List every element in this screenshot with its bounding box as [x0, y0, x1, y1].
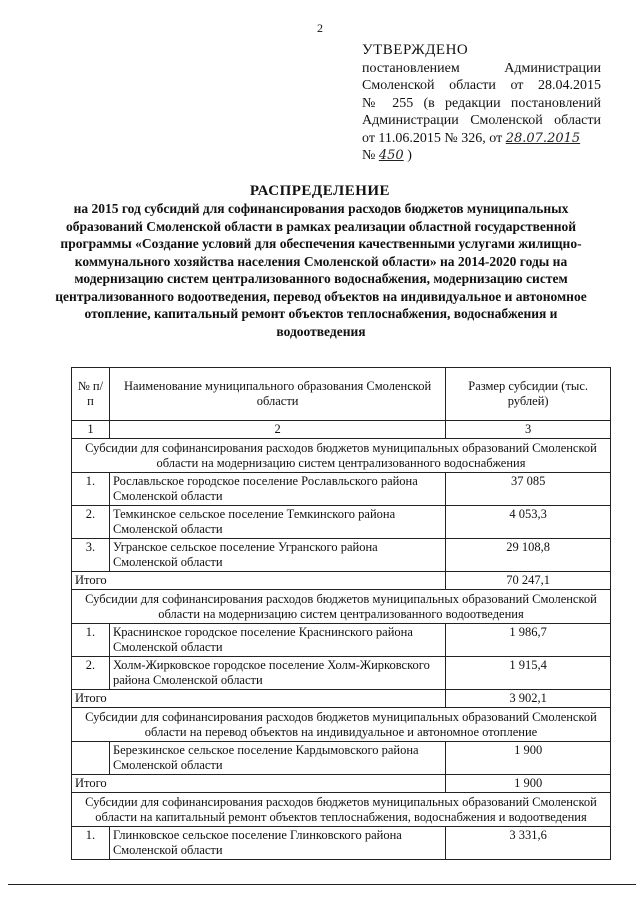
- row-value: 29 108,8: [446, 539, 611, 572]
- section-title: Субсидии для софинансирования расходов бюджетов муниципальных образований Смоленской области на модернизацию систем централизованного водоснабжения: [72, 439, 611, 473]
- table-header-row: [72, 368, 611, 421]
- page-bottom-rule: [8, 884, 636, 885]
- total-value: 3 902,1: [446, 690, 611, 708]
- section-title-row: [72, 439, 611, 473]
- header-number: № п/п: [72, 368, 110, 421]
- row-value: 3 331,6: [446, 827, 611, 860]
- table-row: [72, 506, 611, 539]
- approval-line: [362, 130, 601, 148]
- total-label: Итого: [72, 690, 446, 708]
- approval-line: Администрации Смоленской области: [362, 113, 601, 128]
- total-row: [72, 690, 611, 708]
- table-row: [72, 539, 611, 572]
- row-value: 1 986,7: [446, 624, 611, 657]
- total-label: Итого: [72, 572, 446, 590]
- table-row: [72, 624, 611, 657]
- row-value: 37 085: [446, 473, 611, 506]
- approval-block: [362, 42, 601, 165]
- row-number: 1.: [72, 827, 110, 860]
- distribution-table: [71, 367, 611, 860]
- row-name: Березкинское сельское поселение Кардымовского района Смоленской области: [109, 742, 445, 775]
- header-amount: Размер субсидии (тыс. рублей): [446, 368, 611, 421]
- handwritten-number: 450: [378, 148, 404, 163]
- approval-line-text: ): [407, 148, 412, 163]
- numbering-cell: 3: [446, 421, 611, 439]
- approval-line-text: №: [362, 148, 376, 163]
- section-title-row: [72, 793, 611, 827]
- document-subtitle: на 2015 год субсидий для софинансирования расходов бюджетов муниципальных образований Смоленской области в рамках реализации областной государственной программы «Создание условий для обеспечения качественными услугами жилищно-коммунального хозяйства населения Смоленской области» на 2014-2020 годы на модернизацию систем централизованного водоснабжения, модернизацию систем централизованного водоотведения, перевод объектов на индивидуальное и автономное отопление, капитальный ремонт объектов теплоснабжения, водоснабжения и водоотведения: [55, 201, 587, 339]
- page-number: 2: [317, 21, 323, 35]
- numbering-cell: 1: [72, 421, 110, 439]
- row-value: 1 915,4: [446, 657, 611, 690]
- approval-line: № 255 (в редакции постановлений: [362, 95, 601, 111]
- row-number: 1.: [72, 624, 110, 657]
- section-title: Субсидии для софинансирования расходов бюджетов муниципальных образований Смоленской области на капитальный ремонт объектов теплоснабжения, водоснабжения и водоотведения: [72, 793, 611, 827]
- total-value: 70 247,1: [446, 572, 611, 590]
- row-number: [72, 742, 110, 775]
- total-value: 1 900: [446, 775, 611, 793]
- row-number: 3.: [72, 539, 110, 572]
- header-name: Наименование муниципального образования Смоленской области: [109, 368, 445, 421]
- column-numbering-row: [72, 421, 611, 439]
- row-name: Рославльское городское поселение Рославльского района Смоленской области: [109, 473, 445, 506]
- approval-line: Смоленской области от 28.04.2015: [362, 78, 601, 93]
- row-value: 1 900: [446, 742, 611, 775]
- table-row: [72, 473, 611, 506]
- total-row: [72, 775, 611, 793]
- handwritten-date: 28.07.2015: [505, 130, 581, 146]
- row-name: Угранское сельское поселение Угранского района Смоленской области: [109, 539, 445, 572]
- document-heading: РАСПРЕДЕЛЕНИЕ: [249, 183, 391, 199]
- approval-line: [362, 147, 601, 165]
- total-row: [72, 572, 611, 590]
- row-name: Краснинское городское поселение Краснинского района Смоленской области: [109, 624, 445, 657]
- numbering-cell: 2: [109, 421, 445, 439]
- total-label: Итого: [72, 775, 446, 793]
- row-name: Глинковское сельское поселение Глинковского района Смоленской области: [109, 827, 445, 860]
- approval-line-text: от 11.06.2015 № 326, от: [362, 130, 503, 146]
- section-title: Субсидии для софинансирования расходов бюджетов муниципальных образований Смоленской области на модернизацию систем централизованного водоотведения: [72, 590, 611, 624]
- row-value: 4 053,3: [446, 506, 611, 539]
- row-number: 2.: [72, 657, 110, 690]
- row-name: Холм-Жирковское городское поселение Холм-Жирковского района Смоленской области: [109, 657, 445, 690]
- row-name: Темкинское сельское поселение Темкинского района Смоленской области: [109, 506, 445, 539]
- approval-title: УТВЕРЖДЕНО: [362, 42, 469, 58]
- row-number: 2.: [72, 506, 110, 539]
- section-title-row: [72, 708, 611, 742]
- section-title: Субсидии для софинансирования расходов бюджетов муниципальных образований Смоленской области на перевод объектов на индивидуальное и автономное отопление: [72, 708, 611, 742]
- table-row: [72, 827, 611, 860]
- approval-line: постановлением Администрации: [362, 60, 601, 76]
- row-number: 1.: [72, 473, 110, 506]
- table-row: [72, 657, 611, 690]
- table-row: [72, 742, 611, 775]
- section-title-row: [72, 590, 611, 624]
